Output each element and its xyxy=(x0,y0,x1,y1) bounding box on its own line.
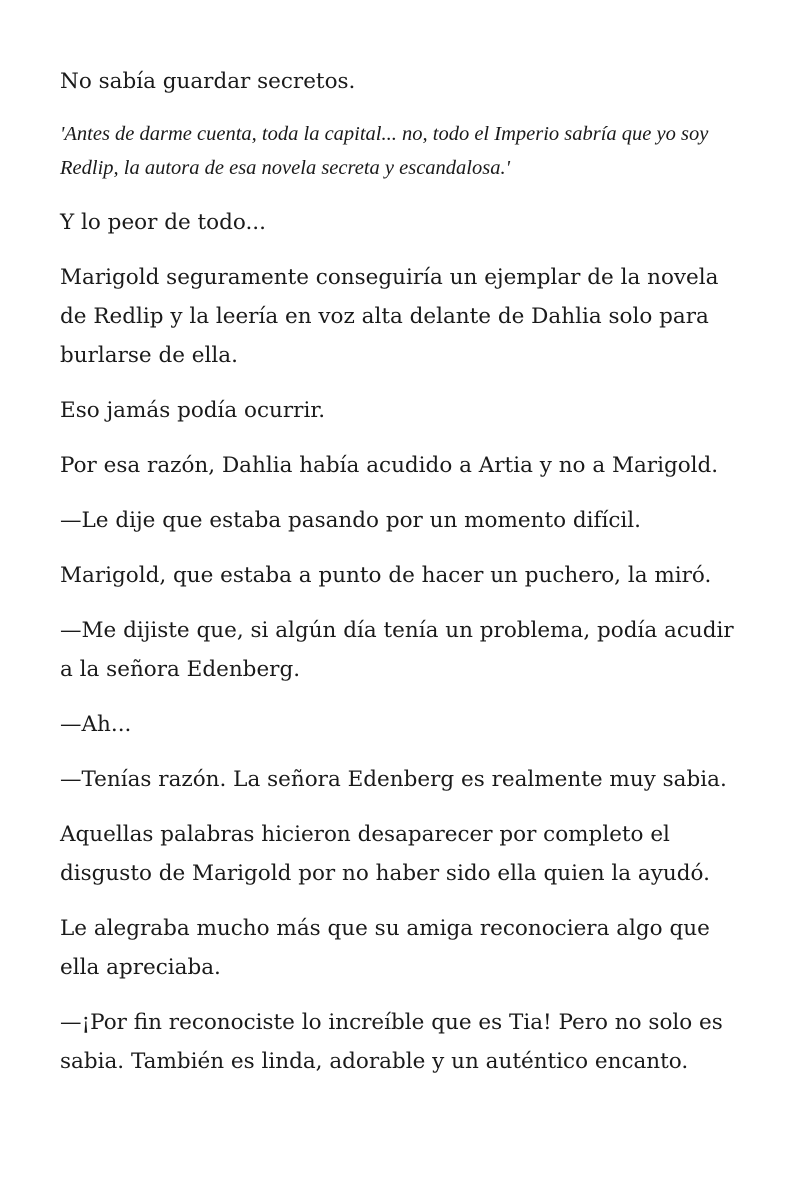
paragraph: No sabía guardar secretos. xyxy=(60,69,356,94)
italic-thought-paragraph: 'Antes de darme cuenta, toda la capital... no, todo el Imperio sabría que yo soy Redlip, la autora de esa novela secreta y escandalosa.' xyxy=(60,123,709,179)
dialogue-paragraph: —Me dijiste que, si algún día tenía un problema, podía acudir a la señora Edenberg. xyxy=(60,618,734,682)
dialogue-paragraph: —Le dije que estaba pasando por un momento difícil. xyxy=(60,508,641,533)
paragraph: Eso jamás podía ocurrir. xyxy=(60,398,326,423)
dialogue-paragraph: —Tenías razón. La señora Edenberg es realmente muy sabia. xyxy=(60,767,727,792)
paragraph: Aquellas palabras hicieron desaparecer por completo el disgusto de Marigold por no haber sido ella quien la ayudó. xyxy=(60,822,710,886)
dialogue-paragraph: —¡Por fin reconociste lo increíble que es Tia! Pero no solo es sabia. También es linda, adorable y un auténtico encanto. xyxy=(60,1010,723,1074)
paragraph: Por esa razón, Dahlia había acudido a Artia y no a Marigold. xyxy=(60,453,719,478)
paragraph: Marigold, que estaba a punto de hacer un puchero, la miró. xyxy=(60,563,712,588)
paragraph: Marigold seguramente conseguiría un ejemplar de la novela de Redlip y la leería en voz alta delante de Dahlia solo para burlarse de ella. xyxy=(60,265,719,368)
paragraph: Y lo peor de todo... xyxy=(60,210,266,235)
book-page xyxy=(60,62,750,1097)
dialogue-paragraph: —Ah... xyxy=(60,712,132,737)
paragraph: Le alegraba mucho más que su amiga reconociera algo que ella apreciaba. xyxy=(60,916,710,980)
